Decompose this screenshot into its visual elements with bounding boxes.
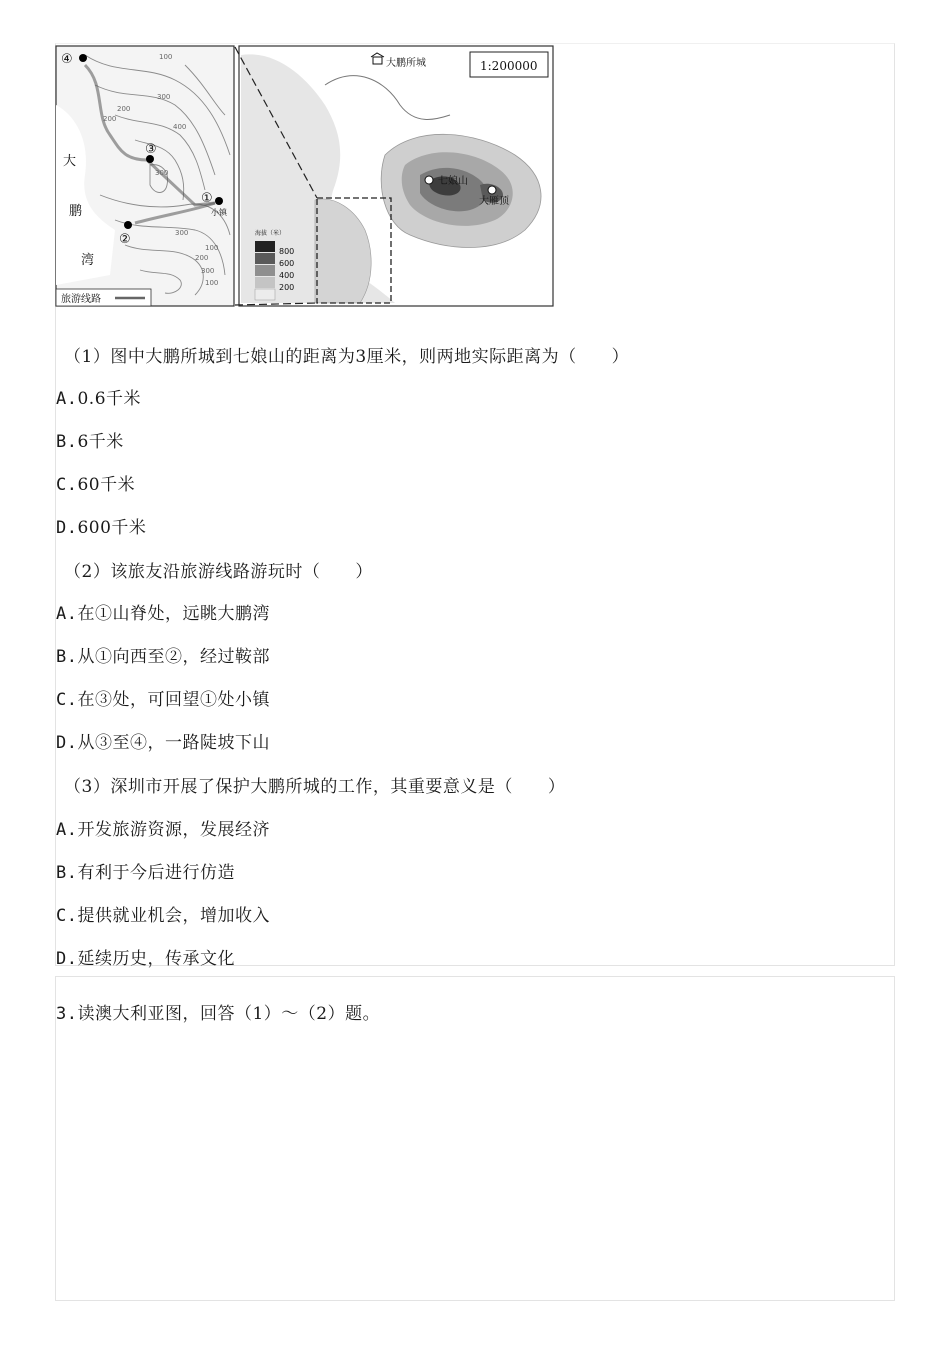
contour-label: 100 [205, 279, 219, 287]
point-1-marker [215, 197, 223, 205]
q1-option-b[interactable] [56, 427, 124, 452]
water-label-3: 湾 [81, 253, 95, 268]
question-number: 3. [56, 1004, 78, 1024]
legend-value: 800 [279, 247, 295, 256]
contour-label: 300 [157, 93, 171, 101]
legend-value: 400 [279, 271, 295, 280]
option-text: 在①山脊处，远眺大鹏湾 [77, 604, 270, 624]
q2-option-b[interactable] [56, 642, 270, 667]
contour-map-left [56, 46, 234, 306]
question-2-stem: （2）该旅友沿旅游线路游玩时（ ） [64, 562, 373, 582]
point-3-label: ③ [145, 142, 157, 157]
q3-option-c[interactable] [56, 901, 270, 926]
option-text: 0.6千米 [77, 389, 142, 409]
contour-label: 300 [175, 229, 189, 237]
point-4-label: ④ [61, 52, 73, 67]
scale-label: 1:200000 [480, 59, 538, 73]
option-text: 在③处，可回望①处小镇 [77, 690, 270, 710]
question-1-stem: （1）图中大鹏所城到七娘山的距离为3厘米，则两地实际距离为（ ） [64, 347, 630, 367]
q2-option-d[interactable] [56, 728, 270, 753]
water-label-1: 大 [63, 154, 77, 169]
contour-label: 200 [117, 105, 131, 113]
question-text: 读澳大利亚图，回答（1）～（2）题。 [77, 1004, 381, 1024]
question-3-stem: （3）深圳市开展了保护大鹏所城的工作，其重要意义是（ ） [64, 777, 566, 797]
q3-option-a[interactable] [56, 815, 270, 840]
point-2-label: ② [119, 232, 131, 247]
option-key: B. [56, 647, 78, 667]
option-text: 从③至④，一路陡坡下山 [77, 733, 270, 753]
question-3-heading [56, 999, 380, 1024]
option-key: B. [56, 432, 78, 452]
q2-option-c[interactable] [56, 685, 270, 710]
option-text: 开发旅游资源，发展经济 [77, 820, 270, 840]
option-text: 提供就业机会，增加收入 [77, 906, 270, 926]
contour-label: 200 [103, 115, 117, 123]
peak-2-icon [488, 186, 496, 194]
option-text: 延续历史，传承文化 [77, 949, 235, 969]
city-label: 大鹏所城 [386, 58, 426, 69]
option-text: 有利于今后进行仿造 [77, 863, 235, 883]
option-text: 从①向西至②，经过鞍部 [77, 647, 270, 667]
option-key: C. [56, 690, 78, 710]
option-key: C. [56, 906, 78, 926]
relief-map-right [235, 46, 553, 306]
legend-value: 200 [279, 283, 295, 292]
contour-label: 300 [201, 267, 215, 275]
option-key: B. [56, 863, 78, 883]
point-2-marker [124, 221, 132, 229]
map-figure [55, 45, 555, 310]
peak-1-icon [425, 176, 433, 184]
water-label-2: 鹏 [69, 204, 83, 219]
contour-label: 300 [155, 169, 169, 177]
option-key: A. [56, 389, 78, 409]
point-4-marker [79, 54, 87, 62]
peak-2-label: 大雁顶 [479, 196, 509, 207]
contour-label: 200 [195, 254, 209, 262]
option-text: 60千米 [77, 475, 136, 495]
legend-value: 600 [279, 259, 295, 268]
q3-option-b[interactable] [56, 858, 235, 883]
q3-option-d[interactable] [56, 944, 235, 969]
q1-option-a[interactable] [56, 384, 141, 409]
option-key: A. [56, 820, 78, 840]
q1-option-c[interactable] [56, 470, 135, 495]
option-text: 600千米 [77, 518, 147, 538]
contour-label: 100 [159, 53, 173, 61]
town-label: 小镇 [211, 208, 227, 217]
question-3-panel [55, 976, 895, 1301]
option-key: C. [56, 475, 78, 495]
legend-title: 海拔（米） [255, 230, 286, 237]
point-1-label: ① [201, 191, 213, 206]
option-key: D. [56, 949, 78, 969]
option-text: 6千米 [77, 432, 124, 452]
q2-option-a[interactable] [56, 599, 270, 624]
option-key: D. [56, 733, 78, 753]
contour-label: 100 [205, 244, 219, 252]
contour-label: 400 [173, 123, 187, 131]
option-key: D. [56, 518, 78, 538]
q1-option-d[interactable] [56, 513, 146, 538]
peak-1-label: 七娘山 [438, 176, 468, 187]
route-legend-label: 旅游线路 [61, 294, 101, 305]
option-key: A. [56, 604, 78, 624]
